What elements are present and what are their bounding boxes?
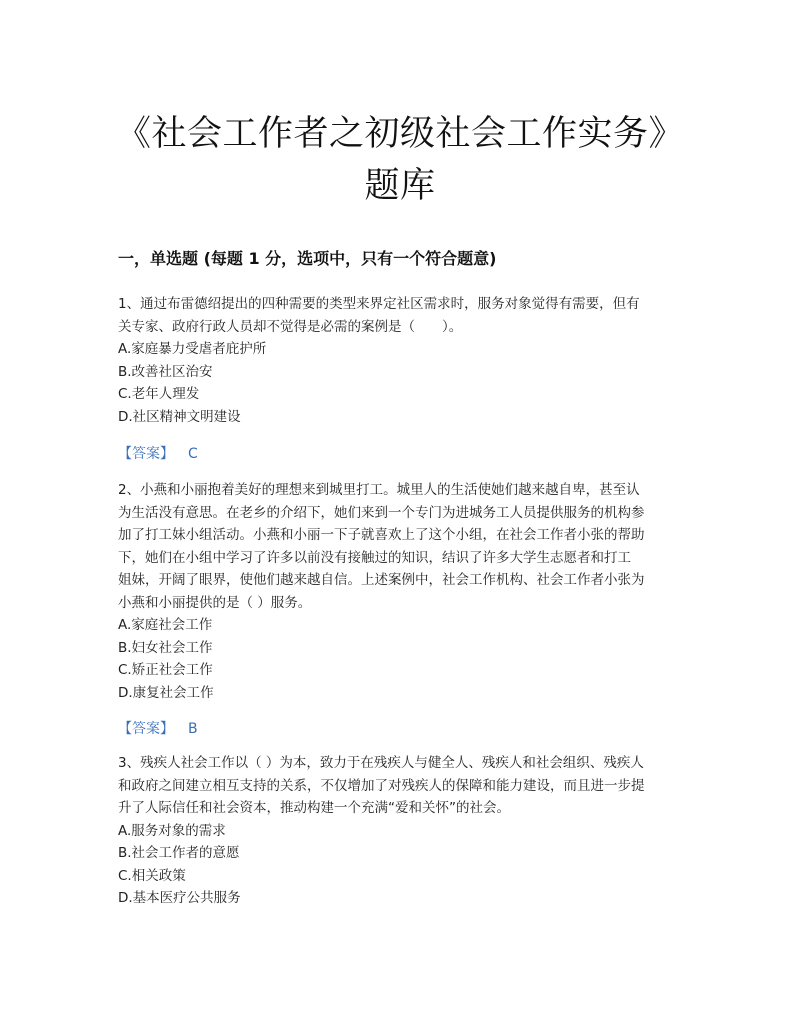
answer-2 xyxy=(118,718,198,738)
question-stem-line: 加了打工妹小组活动。小燕和小丽一下子就喜欢上了这个小组，在社会工作者小张的帮助 xyxy=(118,527,645,543)
question-stem-line: 小燕和小丽提供的是（ ）服务。 xyxy=(118,594,312,611)
option-d: D.康复社会工作 xyxy=(118,684,214,701)
answer-label: 【答案】 xyxy=(118,721,174,737)
question-3 xyxy=(118,752,688,910)
document-title: 《社会工作者之初级社会工作实务》 xyxy=(115,114,684,154)
option-d: D.基本医疗公共服务 xyxy=(118,890,241,906)
option-a: A.家庭社会工作 xyxy=(118,617,213,633)
question-stem-line: 升了人际信任和社会资本，推动构建一个充满“爱和关怀”的社会。 xyxy=(118,800,510,816)
question-2 xyxy=(118,479,688,704)
question-stem-line: 和政府之间建立相互支持的关系，不仅增加了对残疾人的保障和能力建设，而且进一步提 xyxy=(118,777,645,794)
question-stem-line: 关专家、政府行政人员却不觉得是必需的案例是（ ）。 xyxy=(118,318,463,335)
document-subtitle: 题库 xyxy=(364,166,436,206)
option-b: B.妇女社会工作 xyxy=(118,639,213,656)
section-heading: 一，单选题 (每题 1 分，选项中，只有一个符合题意) xyxy=(118,249,497,268)
answer-value: B xyxy=(188,721,198,737)
option-c: C.相关政策 xyxy=(118,867,186,884)
question-stem-line: 为生活没有意思。在老乡的介绍下，她们来到一个专门为进城务工人员提供服务的机构参 xyxy=(118,504,645,521)
question-stem-line: 姐妹，开阔了眼界，使他们越来越自信。上述案例中，社会工作机构、社会工作者小张为 xyxy=(118,572,645,588)
option-b: B.改善社区治安 xyxy=(118,363,213,380)
question-stem-line: 3、残疾人社会工作以（ ）为本，致力于在残疾人与健全人、残疾人和社会组织、残疾人 xyxy=(118,755,644,771)
option-a: A.服务对象的需求 xyxy=(118,822,226,839)
option-a: A.家庭暴力受虐者庇护所 xyxy=(118,341,267,357)
option-c: C.矫正社会工作 xyxy=(118,662,213,678)
question-1 xyxy=(118,293,688,428)
option-b: B.社会工作者的意愿 xyxy=(118,845,240,861)
question-stem-line: 2、小燕和小丽抱着美好的理想来到城里打工。城里人的生活使她们越来越自卑，甚至认 xyxy=(118,482,640,498)
option-d: D.社区精神文明建设 xyxy=(118,408,241,425)
answer-label: 【答案】 xyxy=(118,446,174,462)
question-stem-line: 下，她们在小组中学习了许多以前没有接触过的知识，结识了许多大学生志愿者和打工 xyxy=(118,549,631,566)
answer-value: C xyxy=(188,446,198,462)
option-c: C.老年人理发 xyxy=(118,386,200,402)
answer-1 xyxy=(118,443,198,463)
question-stem-line: 1、通过布雷德绍提出的四种需要的类型来界定社区需求时，服务对象觉得有需要，但有 xyxy=(118,296,640,312)
